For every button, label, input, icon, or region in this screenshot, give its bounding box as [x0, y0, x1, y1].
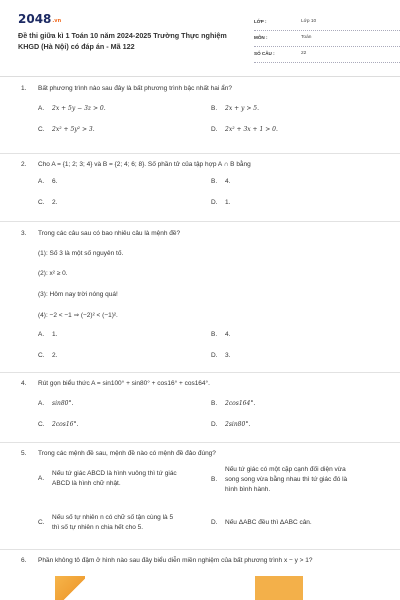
option-text-line: ABCD là hình chữ nhật. — [52, 480, 121, 487]
meta-class — [254, 15, 400, 31]
question-number: 5. — [21, 450, 27, 457]
option-text: 1. — [52, 331, 58, 338]
option-text: 2. — [52, 352, 58, 359]
logo-suffix: .vn — [52, 18, 62, 24]
option-text: 1. — [225, 199, 231, 206]
option-letter: C. — [38, 199, 45, 206]
header-divider — [0, 76, 400, 77]
question-1 — [0, 80, 400, 154]
question-stem: Trong các mệnh đề sau, mệnh đề nào có mệnh đề đảo đúng? — [38, 450, 216, 457]
option-text-line: song song vừa bằng nhau thì tứ giác đó là — [225, 476, 348, 483]
option-letter: C. — [38, 421, 45, 428]
option-letter: A. — [38, 105, 45, 112]
option-letter: D. — [211, 352, 218, 359]
logo-text: 2048 — [18, 12, 52, 26]
meta-count-label: SỐ CÂU : — [254, 51, 275, 56]
option-b[interactable] — [211, 331, 230, 338]
option-text: 4. — [225, 178, 231, 185]
option-c[interactable] — [38, 352, 57, 359]
option-a[interactable] — [38, 331, 57, 338]
option-letter: A. — [38, 400, 45, 407]
option-text: 4. — [225, 331, 231, 338]
option-text: sin80°. — [52, 400, 74, 407]
question-4 — [0, 373, 400, 443]
question-number: 3. — [21, 230, 27, 237]
meta-count — [254, 47, 400, 63]
statement-1: (1): Số 3 là một số nguyên tố. — [38, 250, 124, 257]
question-stem: Bất phương trình nào sau đây là bất phương trình bậc nhất hai ẩn? — [38, 85, 232, 92]
option-text-line: Nếu tứ giác có một cặp cạnh đối diện vừa — [225, 466, 346, 473]
question-stem: Phần không tô đậm ở hình nào sau đây biểu diễn miền nghiệm của bất phương trình x − y > 1? — [38, 557, 313, 564]
option-letter: A. — [38, 331, 45, 338]
option-text: 2x² + 5y² > 3. — [52, 126, 95, 133]
question-list — [0, 80, 400, 580]
option-d[interactable] — [211, 518, 381, 528]
option-c[interactable] — [38, 126, 95, 133]
option-a[interactable] — [38, 105, 106, 112]
option-letter: B. — [211, 105, 218, 112]
question-stem: Cho A = {1; 2; 3; 4} và B = {2; 4; 6; 8}. Số phần tử của tập hợp A ∩ B bằng — [38, 161, 251, 168]
option-letter: B. — [211, 331, 218, 338]
exam-title: Đề thi giữa kì 1 Toán 10 năm 2024-2025 Trường Thực nghiệm KHGD (Hà Nội) có đáp án - Mã 122 — [18, 31, 227, 51]
option-text: 2cos164°. — [225, 400, 256, 407]
option-b[interactable] — [211, 178, 230, 185]
meta-class-value: Lớp 10 — [301, 19, 317, 24]
option-letter: A. — [38, 178, 45, 185]
option-letter: B. — [211, 400, 218, 407]
exam-header — [18, 12, 382, 70]
option-text: 2x² + 3x + 1 > 0. — [225, 126, 278, 133]
option-d[interactable] — [211, 199, 230, 206]
option-letter: B. — [211, 178, 218, 185]
question-number: 2. — [21, 161, 27, 168]
option-text: 3. — [225, 352, 231, 359]
meta-subject — [254, 31, 400, 47]
option-letter: C. — [38, 352, 45, 359]
option-a[interactable] — [38, 469, 208, 489]
option-d[interactable] — [211, 352, 230, 359]
question-number: 1. — [21, 85, 27, 92]
question-number: 6. — [21, 557, 27, 564]
exam-meta — [254, 15, 400, 63]
statement-4: (4): −2 < −1 ⇒ (−2)² < (−1)². — [38, 312, 118, 319]
option-c[interactable] — [38, 421, 78, 428]
option-letter: C. — [38, 519, 45, 526]
question-3 — [0, 222, 400, 373]
question-stem: Rút gọn biểu thức A = sin100° + sin80° + cos16° + cos164°. — [38, 380, 210, 387]
question-number: 4. — [21, 380, 27, 387]
meta-subject-value: Toán — [301, 35, 312, 40]
meta-class-label: LỚP : — [254, 19, 267, 24]
option-letter: B. — [211, 476, 218, 483]
option-b[interactable] — [211, 105, 259, 112]
option-text: 2cos16°. — [52, 421, 79, 428]
option-text: 2. — [52, 199, 58, 206]
option-text-line: Nếu ΔABC đều thì ΔABC cân. — [225, 519, 312, 526]
option-c[interactable] — [38, 199, 57, 206]
question-2 — [0, 154, 400, 222]
option-d[interactable] — [211, 126, 278, 133]
option-b[interactable] — [211, 400, 255, 407]
option-text-line: Nếu số tự nhiên n có chữ số tận cùng là 5 — [52, 514, 174, 521]
question-5 — [0, 443, 400, 550]
option-letter: D. — [211, 199, 218, 206]
site-logo[interactable] — [18, 12, 61, 26]
meta-subject-label: MÔN : — [254, 35, 268, 40]
statement-3: (3): Hôm nay trời nóng quá! — [38, 291, 118, 298]
option-text: 2x + y > 5. — [225, 105, 259, 112]
option-text-line: thì số tự nhiên n chia hết cho 5. — [52, 524, 144, 531]
option-c[interactable] — [38, 513, 208, 533]
option-text: 2x + 5y − 3z > 0. — [52, 105, 106, 112]
option-a[interactable] — [38, 400, 73, 407]
option-letter: C. — [38, 126, 45, 133]
option-b[interactable] — [211, 465, 381, 495]
option-a[interactable] — [38, 178, 57, 185]
meta-count-value: 22 — [301, 51, 307, 56]
region-figure-a — [55, 576, 85, 600]
question-stem: Trong các câu sau có bao nhiêu câu là mệnh đề? — [38, 230, 181, 237]
option-text-line: Nếu tứ giác ABCD là hình vuông thì tứ giác — [52, 470, 177, 477]
region-figure-b — [255, 576, 303, 600]
option-text: 6. — [52, 178, 58, 185]
option-text-line: hình bình hành. — [225, 486, 271, 493]
option-text: 2sin80°. — [225, 421, 251, 428]
statement-2: (2): x² ≥ 0. — [38, 270, 68, 277]
option-letter: D. — [211, 421, 218, 428]
option-letter: D. — [211, 126, 218, 133]
option-d[interactable] — [211, 421, 250, 428]
option-letter: A. — [38, 475, 45, 482]
option-letter: D. — [211, 519, 218, 526]
